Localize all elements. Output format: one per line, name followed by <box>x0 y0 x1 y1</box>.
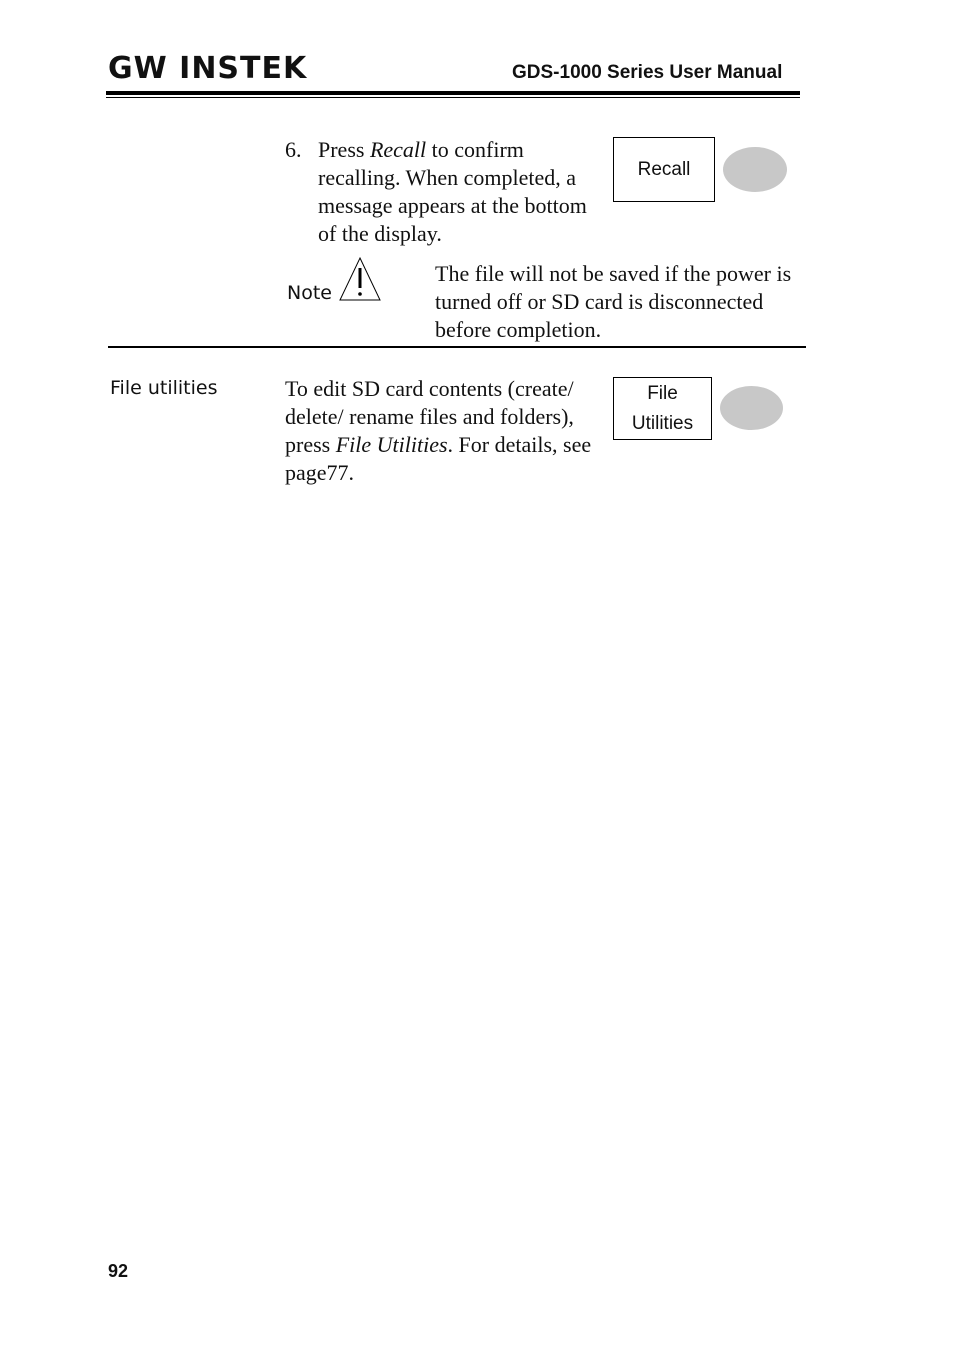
file-utilities-softkey <box>613 377 712 440</box>
file-utilities-key-line1: File <box>647 382 678 404</box>
recall-hardware-button <box>723 147 787 192</box>
file-utilities-text <box>285 375 615 487</box>
header-rule-thin <box>106 97 800 98</box>
brand-logo: GW INSTEK <box>108 51 308 86</box>
section-label-file-utilities: File utilities <box>110 377 218 399</box>
file-utilities-hardware-button <box>720 386 783 430</box>
file-utilities-key-line2: Utilities <box>631 412 694 434</box>
step-text-before: Press <box>318 137 370 162</box>
file-utilities-text-italic: File Utilities <box>335 432 448 457</box>
warning-triangle-icon <box>338 256 382 302</box>
step-text-after: to confirm recalling. When completed, a message appears at the bottom of the display. <box>318 137 587 246</box>
step-number: 6. <box>285 137 302 162</box>
file-utilities-text-after: . For details, see page77. <box>285 432 592 485</box>
file-utilities-text-before: To edit SD card contents (create/ delete/ rename files and folders), press <box>285 376 574 457</box>
page-number: 92 <box>108 1261 129 1281</box>
note-text: The file will not be saved if the power is turned off or SD card is disconnected before completion. <box>435 261 792 342</box>
section-divider <box>108 346 806 348</box>
step-text-italic: Recall <box>369 137 427 162</box>
note-label: Note <box>287 282 332 304</box>
step-text <box>318 136 608 248</box>
manual-title: GDS-1000 Series User Manual <box>512 62 783 83</box>
recall-softkey <box>613 137 715 202</box>
recall-softkey-label: Recall <box>637 158 691 180</box>
header-rule-thick <box>106 91 800 95</box>
